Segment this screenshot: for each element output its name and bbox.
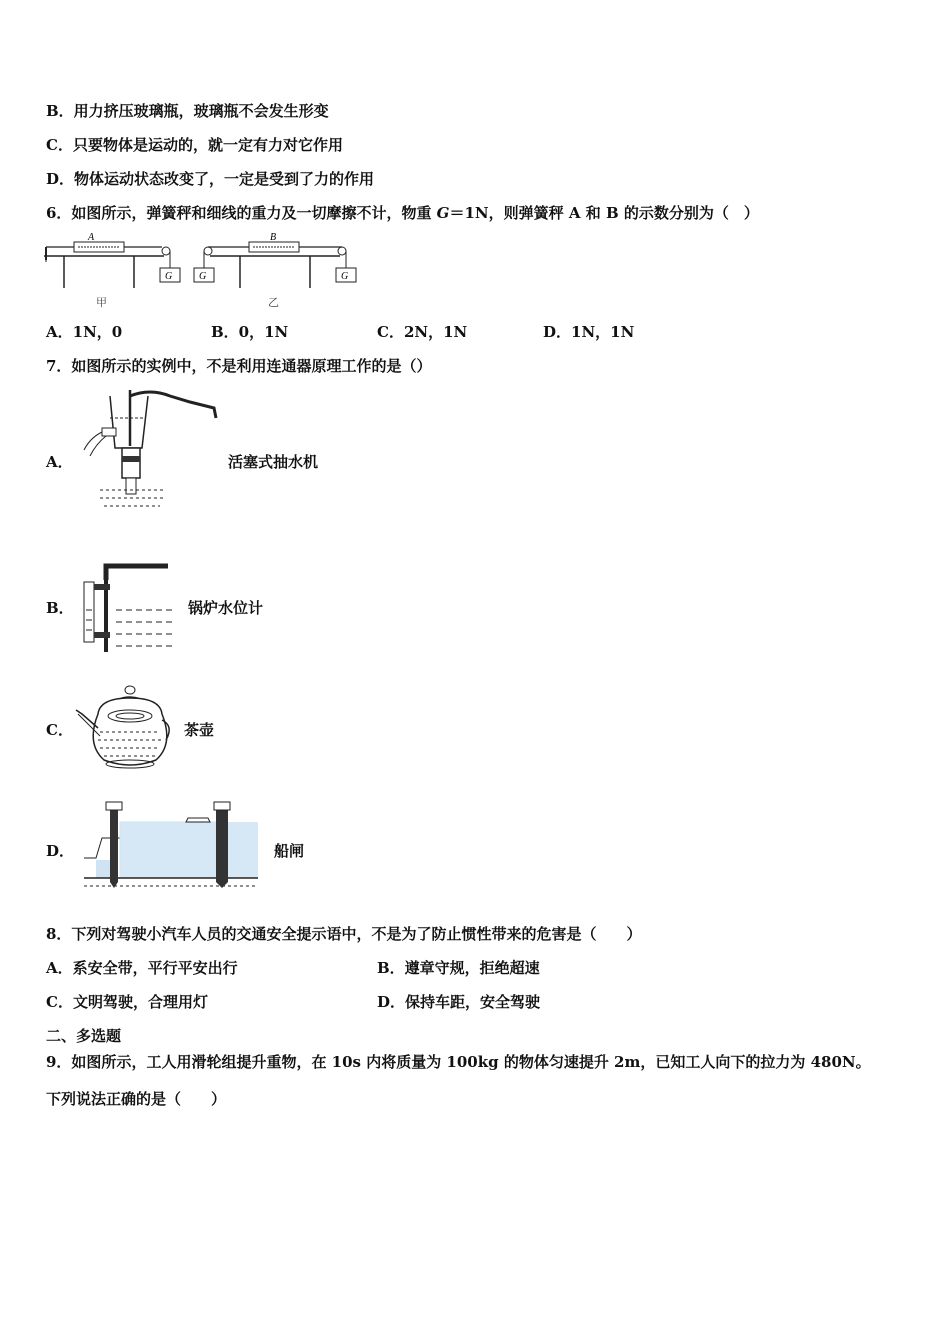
q7-option-b-letter: B． [46,599,74,617]
weight-g-label: G [341,271,349,282]
weight-g-label: G [199,271,207,282]
q8-option-c: C．文明驾驶，合理用灯 [46,993,208,1011]
q6-option-a: A．1N，0 [46,323,123,341]
caption-jia: 甲 [96,296,107,309]
figure-jia [44,232,180,309]
q7-option-a-label: 活塞式抽水机 [228,453,319,471]
boiler-water-gauge-figure [76,560,180,660]
q8-option-d: D．保持车距，安全驾驶 [377,993,541,1011]
q5-option-d: D．物体运动状态改变了，一定是受到了力的作用 [46,170,375,188]
ship-lock-figure [82,798,262,890]
q8-option-b: B．遵章守规，拒绝超速 [377,959,540,977]
q5-option-c: C．只要物体是运动的，就一定有力对它作用 [46,136,343,154]
q6-option-d: D．1N，1N [543,323,635,341]
q7-option-d-label: 船闸 [274,842,305,860]
q7-option-d-letter: D． [46,842,75,860]
piston-pump-figure [80,388,220,513]
q8-option-a: A．系安全带，平行平安出行 [46,959,238,977]
figure-yi [194,232,356,309]
q7-option-c-letter: C． [46,721,73,739]
q7-option-b-label: 锅炉水位计 [188,599,264,617]
q6-option-c: C．2N，1N [377,323,468,341]
q6-stem-suffix: ＝1N，则弹簧秤 A 和 B 的示数分别为（ ） [449,204,759,222]
scale-b-label: B [270,232,277,243]
section-multiple-choice-heading: 二、多选题 [46,1027,122,1045]
q6-stem-prefix: 6．如图所示，弹簧秤和细线的重力及一切摩擦不计，物重 [46,204,437,222]
q6-option-b: B．0，1N [211,323,289,341]
scale-a-label: A [88,232,95,243]
weight-g-label: G [165,271,173,282]
q9-stem-line2: 下列说法正确的是（ ） [46,1090,227,1108]
q6-spring-scale-figure [44,232,364,312]
q6-stem-var: G [436,204,450,222]
q7-stem: 7．如图所示的实例中，不是利用连通器原理工作的是（） [46,357,432,375]
q6-stem [46,203,759,223]
q8-stem: 8．下列对驾驶小汽车人员的交通安全提示语中，不是为了防止惯性带来的危害是（ ） [46,925,642,943]
q7-option-c-label: 茶壶 [184,721,215,739]
caption-yi: 乙 [268,296,279,309]
q5-option-b: B．用力挤压玻璃瓶，玻璃瓶不会发生形变 [46,102,329,120]
q7-option-a-letter: A． [46,453,73,471]
q9-stem-line1: 9．如图所示，工人用滑轮组提升重物，在 10s 内将质量为 100kg 的物体匀速提升 2m，已知工人向下的拉力为 480N。 [46,1053,871,1071]
teapot-figure [70,684,180,772]
